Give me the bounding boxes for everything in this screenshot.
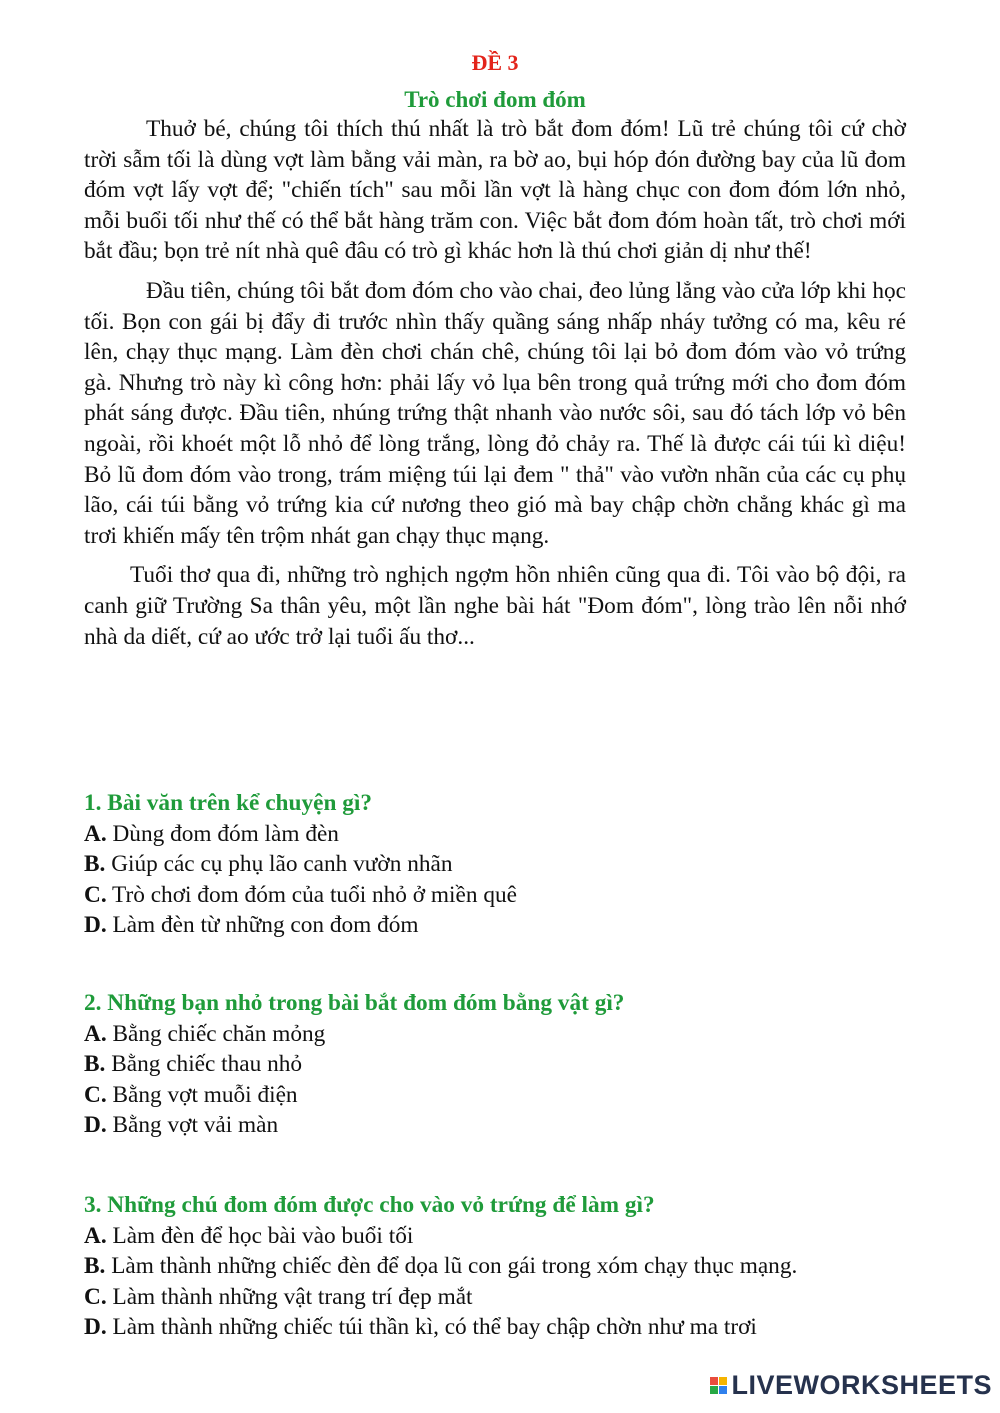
option-letter: C. bbox=[84, 881, 107, 908]
liveworksheets-logo[interactable] bbox=[710, 1365, 992, 1405]
option-letter: C. bbox=[84, 1283, 107, 1310]
question-3-option-c[interactable] bbox=[84, 1282, 944, 1313]
exam-code: ĐỀ 3 bbox=[471, 50, 519, 75]
option-letter: B. bbox=[84, 1253, 106, 1280]
option-letter: B. bbox=[84, 1051, 106, 1078]
passage-paragraph-1: Thuở bé, chúng tôi thích thú nhất là trò bắt đom đóm! Lũ trẻ chúng tôi cứ chờ trời sẫm tối là dùng vợt làm bằng vải màn, ra bờ ao, bụi hóp đón đường bay của lũ đom đóm vợt lấy vợt để; "chiến tích" sau mỗi lần vợt là hàng chục con đom đóm lớn nhỏ, mỗi buổi tối như thế có thể bắt hàng trăm con. Việc bắt đom đóm hoàn tất, trò chơi mới bắt đầu; bọn trẻ nít nhà quê đâu có trò gì khác hơn là thú chơi giản dị như thế! bbox=[84, 116, 906, 265]
option-letter: D. bbox=[84, 1112, 107, 1139]
option-letter: D. bbox=[84, 912, 107, 939]
option-text: Làm đèn để học bài vào buổi tối bbox=[106, 1222, 414, 1249]
liveworksheets-logo-icon bbox=[710, 1377, 727, 1394]
option-text: Giúp các cụ phụ lão canh vườn nhãn bbox=[105, 851, 453, 878]
question-1 bbox=[84, 788, 944, 941]
question-2-text: 2. Những bạn nhỏ trong bài bắt đom đóm bằng vật gì? bbox=[84, 990, 625, 1016]
option-letter: A. bbox=[84, 1020, 107, 1047]
question-3-option-a[interactable] bbox=[84, 1221, 944, 1252]
option-letter: A. bbox=[84, 820, 107, 847]
option-text: Làm thành những chiếc đèn để dọa lũ con gái trong xóm chạy thục mạng. bbox=[105, 1253, 798, 1280]
question-2-option-a[interactable] bbox=[84, 1019, 944, 1050]
passage-paragraph-2: Đầu tiên, chúng tôi bắt đom đóm cho vào chai, đeo lủng lẳng vào cửa lớp khi học tối. Bọn con gái bị đẩy đi trước nhìn thấy quầng sáng nhấp nháy tưởng có ma, kêu ré lên, chạy thục mạng. Làm đèn chơi chán chê, chúng tôi lại bỏ đom đóm vào vỏ trứng gà. Nhưng trò này kì công hơn: phải lấy vỏ lụa bên trong quả trứng mới cho đom đóm phát sáng được. Đầu tiên, nhúng trứng thật nhanh vào nước sôi, sau đó tách lớp vỏ bên ngoài, rồi khoét một lỗ nhỏ để lòng trắng, lòng đỏ chảy ra. Thế là được cái túi kì diệu! Bỏ lũ đom đóm vào trong, trám miệng túi lại đem " thả" vào vườn nhãn của các cụ phụ lão, cái túi bằng vỏ trứng kia cứ nương theo gió mà bay chập chờn chẳng khác gì ma trơi khiến mấy tên trộm nhát gan chạy thục mạng. bbox=[84, 277, 906, 549]
option-text: Làm thành những chiếc túi thần kì, có thể bay chập chờn như ma trơi bbox=[106, 1314, 757, 1341]
question-2-option-d[interactable] bbox=[84, 1110, 944, 1141]
logo-square-green bbox=[710, 1386, 718, 1394]
option-letter: C. bbox=[84, 1081, 107, 1108]
option-text: Trò chơi đom đóm của tuổi nhỏ ở miền quê bbox=[106, 881, 517, 908]
passage-paragraph-3: Tuổi thơ qua đi, những trò nghịch ngợm hồn nhiên cũng qua đi. Tôi vào bộ đội, ra canh giữ Trường Sa thân yêu, một lần nghe bài hát "Đom đóm", lòng trào lên nỗi nhớ nhà da diết, cứ ao ước trở lại tuổi ấu thơ... bbox=[84, 562, 906, 650]
option-text: Bằng chiếc thau nhỏ bbox=[105, 1051, 303, 1078]
question-1-option-b[interactable] bbox=[84, 849, 944, 880]
option-text: Bằng chiếc chăn mỏng bbox=[106, 1020, 326, 1047]
option-text: Bằng vợt muỗi điện bbox=[106, 1081, 298, 1108]
option-text: Làm đèn từ những con đom đóm bbox=[106, 912, 419, 939]
question-1-option-c[interactable] bbox=[84, 880, 944, 911]
question-3-option-d[interactable] bbox=[84, 1312, 944, 1343]
question-2-option-b[interactable] bbox=[84, 1049, 944, 1080]
logo-square-yellow bbox=[719, 1377, 727, 1385]
question-3 bbox=[84, 1190, 944, 1343]
question-3-text: 3. Những chú đom đóm được cho vào vỏ trứng để làm gì? bbox=[84, 1192, 655, 1218]
option-text: Dùng đom đóm làm đèn bbox=[106, 820, 339, 847]
passage-title: Trò chơi đom đóm bbox=[404, 87, 586, 112]
logo-square-blue bbox=[719, 1386, 727, 1394]
question-1-option-a[interactable] bbox=[84, 819, 944, 850]
option-letter: B. bbox=[84, 851, 106, 878]
logo-square-red bbox=[710, 1377, 718, 1385]
question-2-option-c[interactable] bbox=[84, 1080, 944, 1111]
option-letter: D. bbox=[84, 1314, 107, 1341]
option-letter: A. bbox=[84, 1222, 107, 1249]
option-text: Làm thành những vật trang trí đẹp mắt bbox=[106, 1283, 473, 1310]
liveworksheets-logo-text: LIVEWORKSHEETS bbox=[731, 1369, 992, 1400]
option-text: Bằng vợt vải màn bbox=[106, 1112, 279, 1139]
question-1-option-d[interactable] bbox=[84, 910, 944, 941]
worksheet-page bbox=[84, 46, 906, 652]
question-1-text: 1. Bài văn trên kể chuyện gì? bbox=[84, 790, 372, 816]
question-2 bbox=[84, 988, 944, 1141]
question-3-option-b[interactable] bbox=[84, 1251, 944, 1282]
